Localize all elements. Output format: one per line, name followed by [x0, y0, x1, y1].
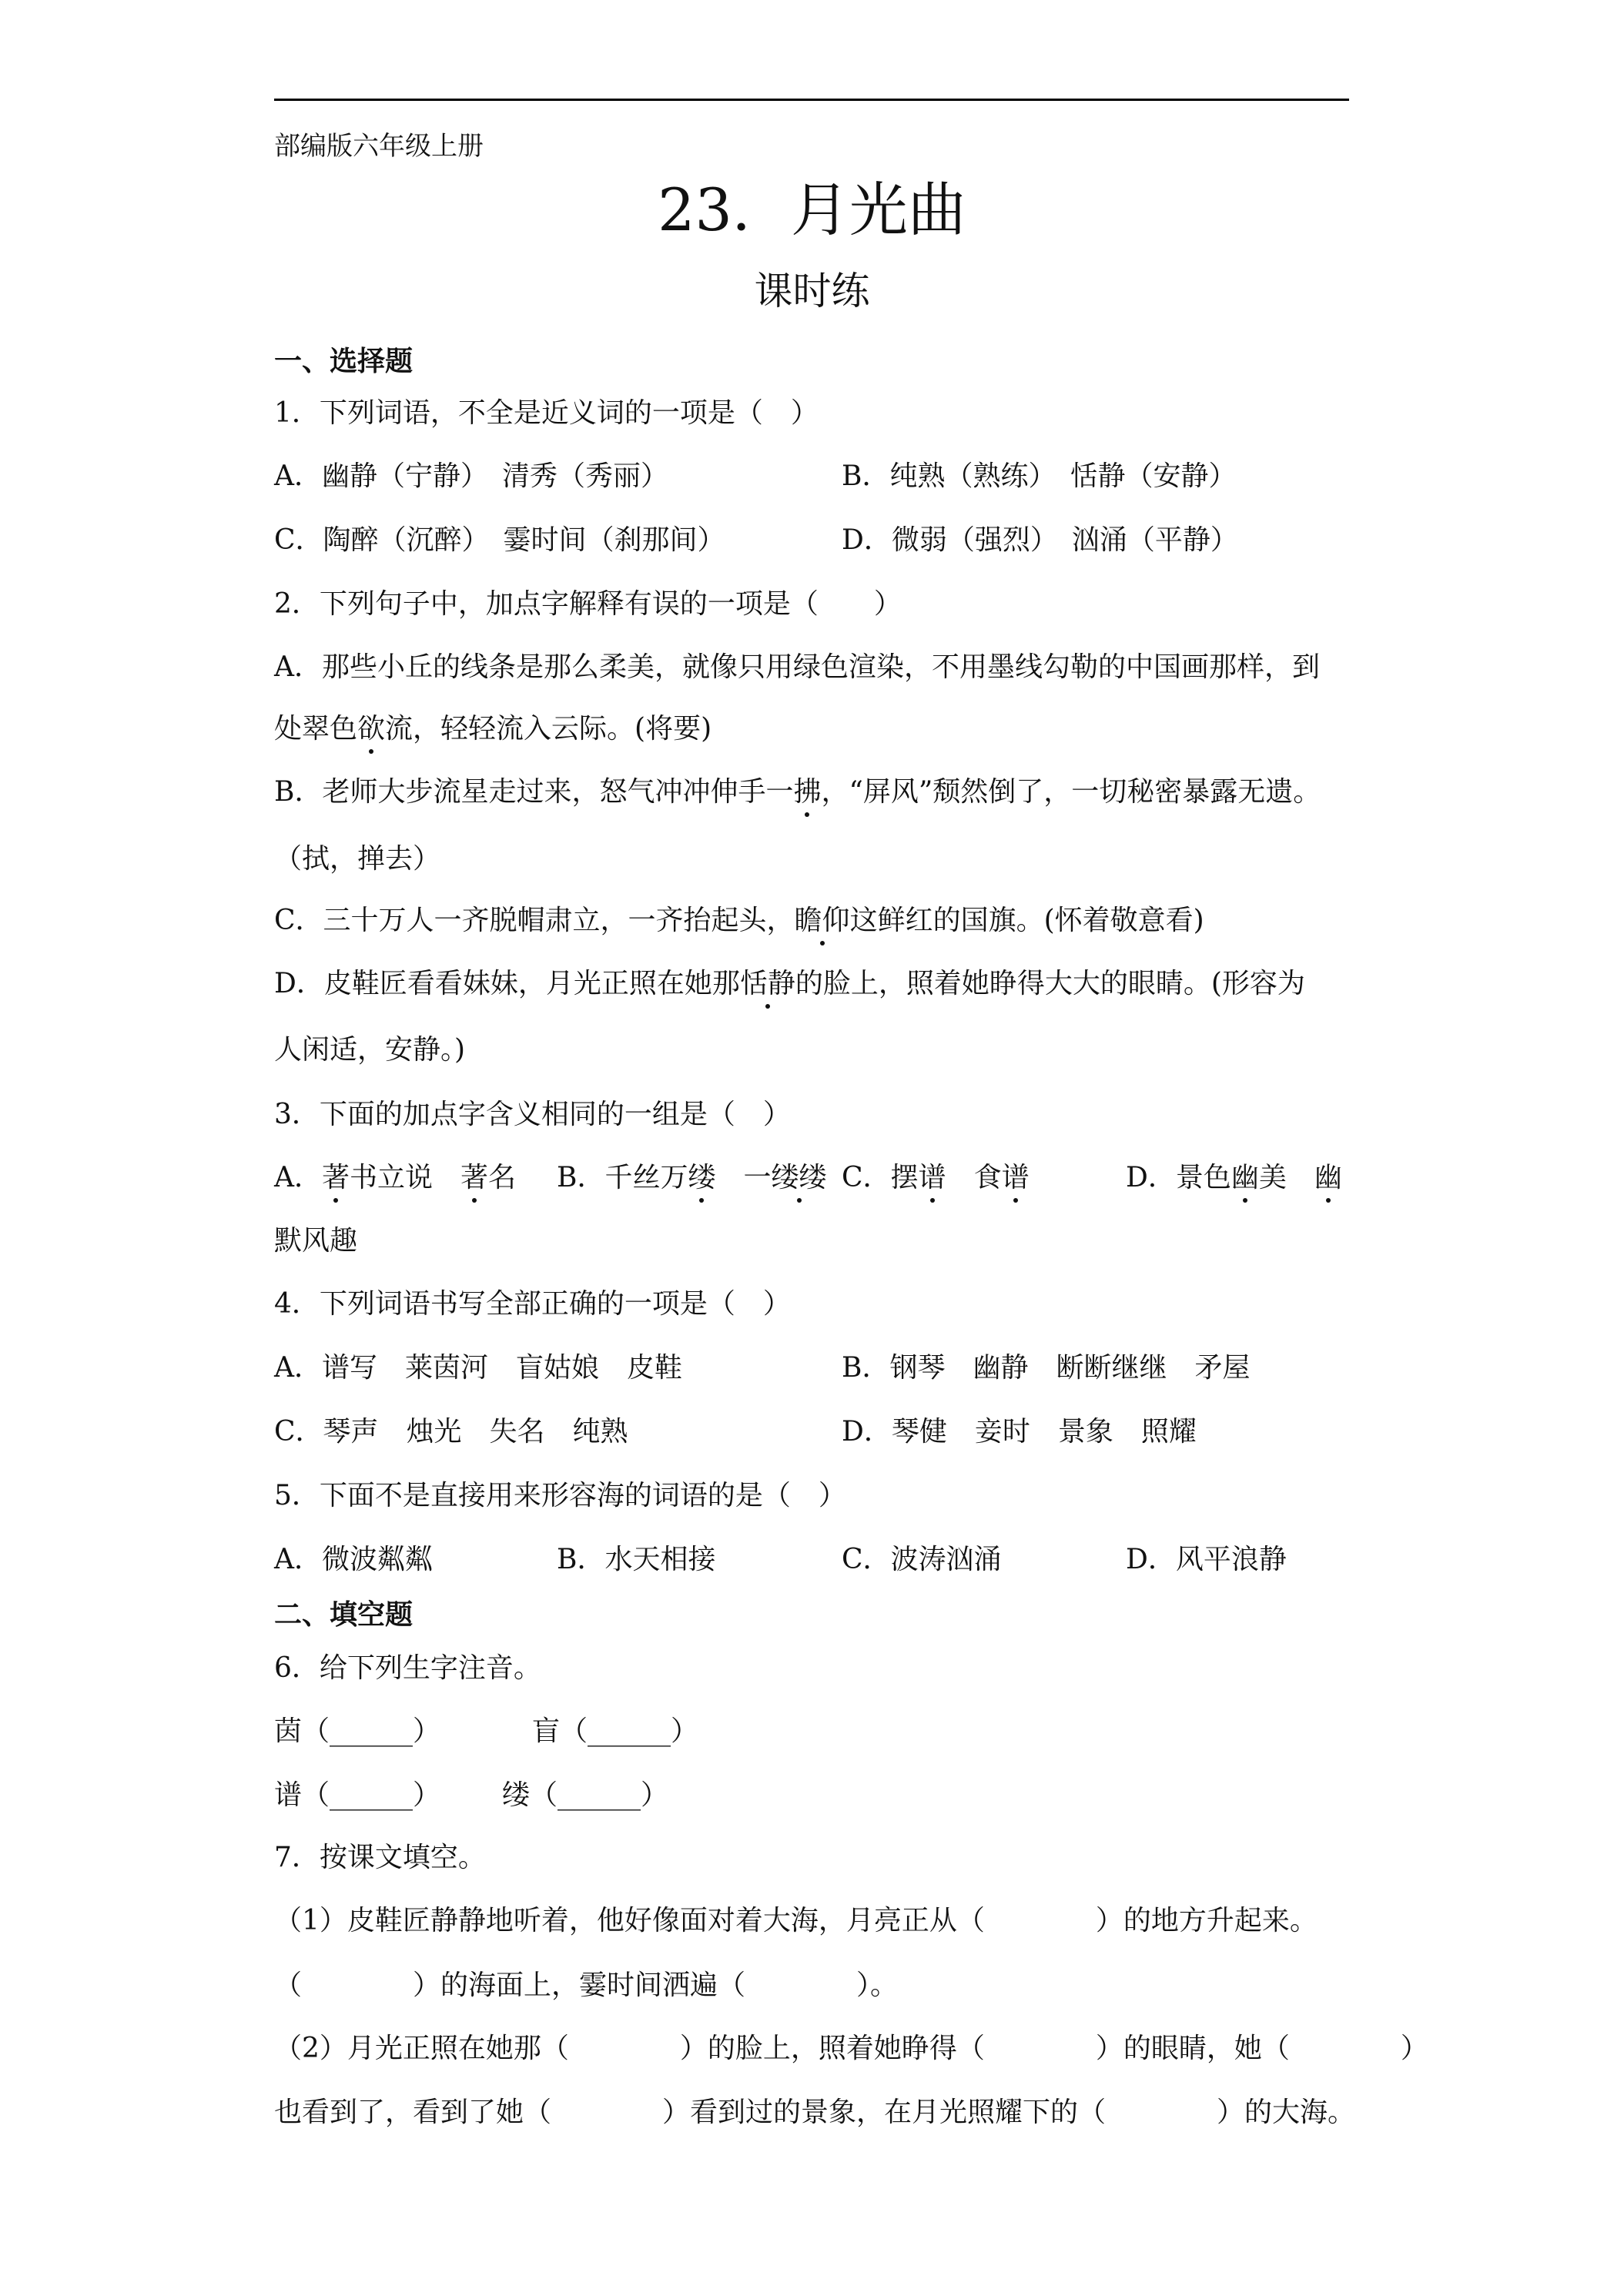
- question-2-option-d-line2: 人闲适，安静。): [274, 1034, 466, 1066]
- dotted-char: 缕: [688, 1162, 716, 1193]
- question-6-stem: 6．给下列生字注音。: [274, 1652, 541, 1684]
- question-3-option-a: A．著书立说 著名: [274, 1162, 517, 1193]
- dotted-char: 缕缕: [771, 1162, 827, 1193]
- dotted-char: 幽: [1231, 1162, 1259, 1193]
- question-2-stem: 2．下列句子中，加点字解释有误的一项是（ ）: [274, 588, 902, 620]
- dotted-char: 著: [460, 1162, 489, 1193]
- question-3-stem: 3．下面的加点字含义相同的一组是（ ）: [274, 1099, 791, 1130]
- question-2-option-a-line2: 处翠色欲流，轻轻流入云际。(将要): [274, 713, 712, 745]
- question-2-option-d-line1: D．皮鞋匠看看妹妹，月光正照在她那恬静的脸上，照着她睁得大大的眼睛。(形容为: [274, 968, 1305, 999]
- question-3-option-d-cont: 默风趣: [274, 1225, 358, 1257]
- question-5-stem: 5．下面不是直接用来形容海的词语的是（ ）: [274, 1480, 846, 1511]
- question-6-item-1: 茵（______）: [274, 1715, 441, 1747]
- question-7-stem: 7．按课文填空。: [274, 1842, 486, 1873]
- question-6-item-2: 盲（______）: [532, 1715, 699, 1747]
- dotted-char: 欲: [357, 713, 386, 745]
- question-1-option-b: B．纯熟（熟练） 恬静（安静）: [842, 460, 1237, 492]
- section-heading-fill: 二、填空题: [274, 1598, 414, 1631]
- page-subtitle: 课时练: [754, 269, 870, 313]
- question-3-option-c: C．摆谱 食谱: [842, 1162, 1030, 1193]
- dotted-char: 谱: [918, 1162, 946, 1193]
- page-title: 23．月光曲: [658, 176, 966, 244]
- question-5-option-b: B．水天相接: [557, 1544, 716, 1575]
- section-heading-choice: 一、选择题: [274, 345, 414, 377]
- header-rule: [274, 99, 1349, 101]
- question-6-item-3: 谱（______）: [274, 1779, 441, 1811]
- question-3-option-d: D．景色幽美 幽: [1126, 1162, 1342, 1193]
- question-1-option-d: D．微弱（强烈） 汹涌（平静）: [842, 524, 1238, 556]
- question-5-option-d: D．风平浪静: [1126, 1544, 1287, 1575]
- question-1-stem: 1．下列词语，不全是近义词的一项是（ ）: [274, 397, 819, 429]
- question-4-option-c: C．琴声 烛光 失名 纯熟: [274, 1416, 628, 1448]
- dotted-char: 谱: [1001, 1162, 1030, 1193]
- question-6-item-4: 缕（______）: [502, 1779, 669, 1811]
- dotted-char: 瞻仰: [794, 905, 850, 936]
- dotted-char: 拂: [793, 776, 822, 808]
- question-2-option-b-line2: （拭，掸去）: [274, 843, 441, 875]
- question-7-part-1-line1: （1）皮鞋匠静静地听着，他好像面对着大海，月亮正从（ ）的地方升起来。: [274, 1905, 1318, 1936]
- dotted-char: 恬静: [739, 968, 795, 999]
- question-4-option-a: A．谱写 莱茵河 盲姑娘 皮鞋: [274, 1352, 682, 1384]
- grade-label: 部编版六年级上册: [274, 131, 484, 162]
- question-4-option-d: D．琴健 妾时 景象 照耀: [842, 1416, 1197, 1448]
- question-7-part-2-line2: 也看到了，看到了她（ ）看到过的景象，在月光照耀下的（ ）的大海。: [274, 2097, 1356, 2128]
- question-7-part-2-line1: （2）月光正照在她那（ ）的脸上，照着她睁得（ ）的眼睛，她（ ）: [274, 2033, 1428, 2064]
- question-3-option-b: B．千丝万缕 一缕缕: [557, 1162, 827, 1193]
- dotted-char: 著: [322, 1162, 350, 1193]
- question-2-option-c: C．三十万人一齐脱帽肃立，一齐抬起头，瞻仰这鲜红的国旗。(怀着敬意看): [274, 905, 1204, 936]
- question-7-part-1-line2: （ ）的海面上，霎时间洒遍（ ）。: [274, 1970, 899, 2001]
- dotted-char: 幽: [1314, 1162, 1342, 1193]
- question-4-stem: 4．下列词语书写全部正确的一项是（ ）: [274, 1288, 791, 1320]
- question-2-option-b-line1: B．老师大步流星走过来，怒气冲冲伸手一拂，“屏风”颓然倒了，一切秘密暴露无遗。: [274, 776, 1321, 808]
- question-4-option-b: B．钢琴 幽静 断断继继 矛屋: [842, 1352, 1251, 1384]
- question-2-option-a-line1: A．那些小丘的线条是那么柔美，就像只用绿色渲染，不用墨线勾勒的中国画那样，到: [274, 651, 1320, 683]
- question-5-option-a: A．微波粼粼: [274, 1544, 433, 1575]
- question-5-option-c: C．波涛汹涌: [842, 1544, 1002, 1575]
- question-1-option-a: A．幽静（宁静） 清秀（秀丽）: [274, 460, 668, 492]
- question-1-option-c: C．陶醉（沉醉） 霎时间（刹那间）: [274, 524, 725, 556]
